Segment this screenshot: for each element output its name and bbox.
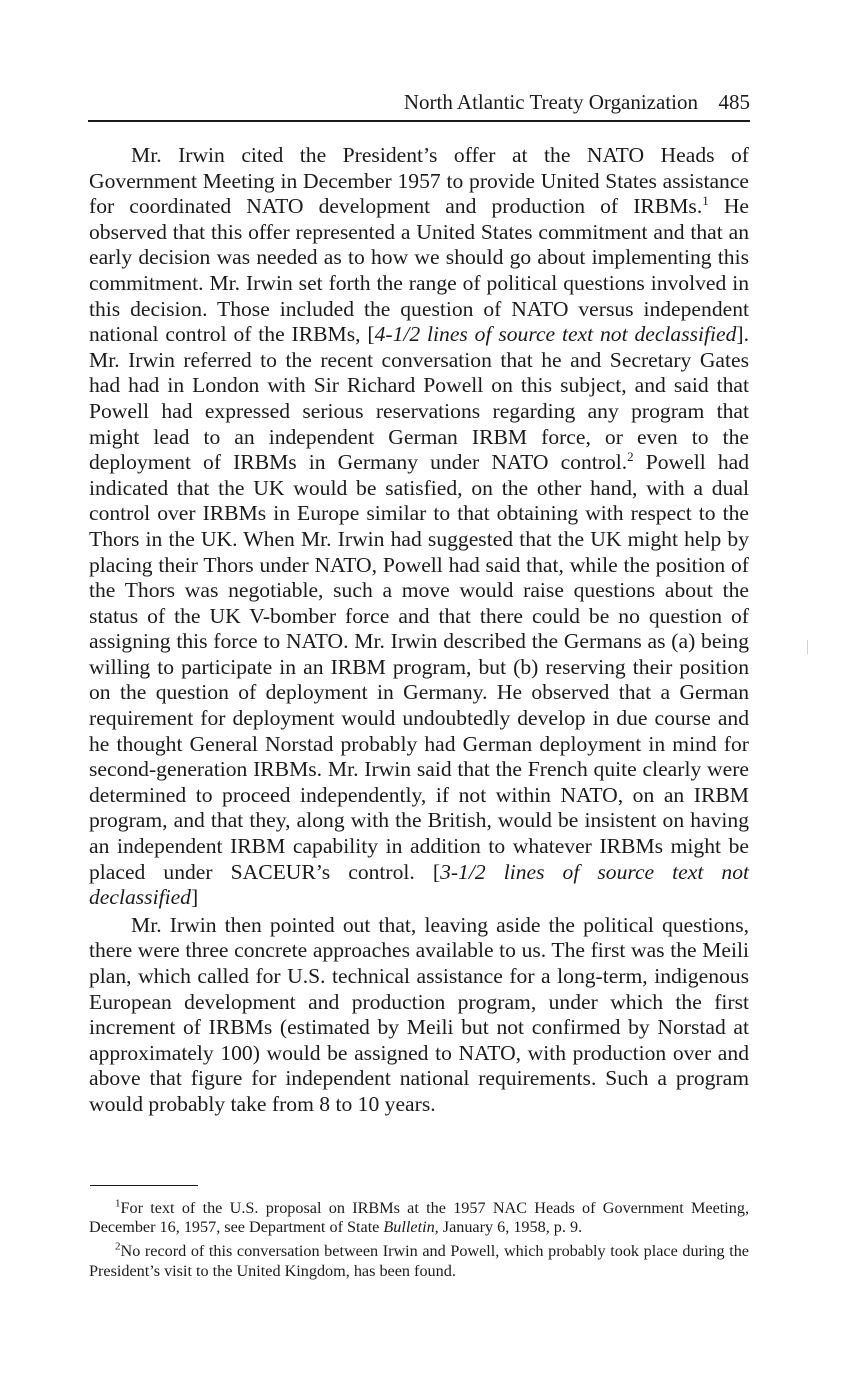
paragraph-1-text-a: Mr. Irwin cited the President’s offer at the NATO Heads of Government Meeting in December 1957 to provide United States assistance for coordinated NATO development and production of IRBMs. (89, 143, 749, 219)
paragraph-1-text-b: He observed that this offer represented a United States commitment and that an early decision was needed as to how we should go about implementing this commitment. Mr. Irwin set forth the range of political questions involved in this decision. Those included the question of NATO versus independent national control of the IRBMs, [ (89, 194, 749, 347)
footnote-divider (90, 1185, 198, 1186)
running-header (88, 90, 750, 122)
page-number: 485 (718, 90, 750, 114)
footnote-1-mark: 1 (115, 1197, 121, 1210)
paragraph-1 (89, 143, 749, 911)
footnotes (89, 1199, 749, 1286)
paragraph-2: Mr. Irwin then pointed out that, leaving aside the political questions, there were three concrete approaches available to us. The first was the Meili plan, which called for U.S. technical assistance for a long-term, indigenous European development and production program, under which the first increment of IRBMs (estimated by Meili but not confirmed by Norstad at approximately 100) would be assigned to NATO, with production over and above that figure for independent national requirements. Such a program would probably take from 8 to 10 years. (89, 912, 749, 1116)
footnote-2-text: No record of this conversation between Irwin and Powell, which probably took place during the President’s visit to the United Kingdom, has been found. (89, 1242, 749, 1280)
footnote-ref-1: 1 (702, 193, 709, 208)
footnote-2-mark: 2 (115, 1241, 121, 1254)
paragraph-1-text-d: Powell had indicated that the UK would be satisfied, on the other hand, with a dual control over IRBMs in Europe similar to that obtaining with respect to the Thors in the UK. When Mr. Irwin had suggested that the UK might help by placing their Thors under NATO, Powell had said that, while the position of the Thors was negotiable, such a move would raise questions about the status of the UK V-bomber force and that there could be no question of assigning this force to NATO. Mr. Irwin described the Germans as (a) being willing to participate in an IRBM program, but (b) reserving their position on the question of deployment in Germany. He observed that a German requirement for deployment would undoubtedly develop in due course and he thought General Norstad probably had German deployment in mind for second-generation IRBMs. Mr. Irwin said that the French quite clearly were determined to proceed independently, if not within NATO, on an IRBM program, and that they, along with the British, would be insistent on having an independent IRBM capability in addition to whatever IRBMs might be placed under SACEUR’s control. [ (89, 450, 749, 884)
paragraph-1-text-e: ] (190, 885, 199, 910)
body-text (89, 143, 749, 1118)
footnote-1-italic: Bulletin, (383, 1218, 439, 1237)
footnote-2 (89, 1242, 749, 1280)
header-title: North Atlantic Treaty Organization (403, 90, 698, 114)
redaction-note-1: 4-1/2 lines of source text not declassified (374, 322, 737, 347)
footnote-1 (89, 1199, 749, 1237)
footnote-ref-2: 2 (627, 448, 634, 464)
margin-mark (807, 640, 808, 654)
paragraph-1-text-c: ]. Mr. Irwin referred to the recent conversation that he and Secretary Gates had had in London with Sir Richard Powell on this subject, and said that Powell had expressed serious reservations regarding any program that might lead to an independent German IRBM force, or even to the deployment of IRBMs in Germany under NATO control. (89, 322, 749, 475)
footnote-1-text-a: For text of the U.S. proposal on IRBMs at the 1957 NAC Heads of Government Meeting, December 16, 1957, see Department of State (89, 1199, 749, 1237)
footnote-1-text-b: January 6, 1958, p. 9. (438, 1218, 583, 1237)
redaction-note-2: 3-1/2 lines of source text not declassified (89, 859, 749, 910)
